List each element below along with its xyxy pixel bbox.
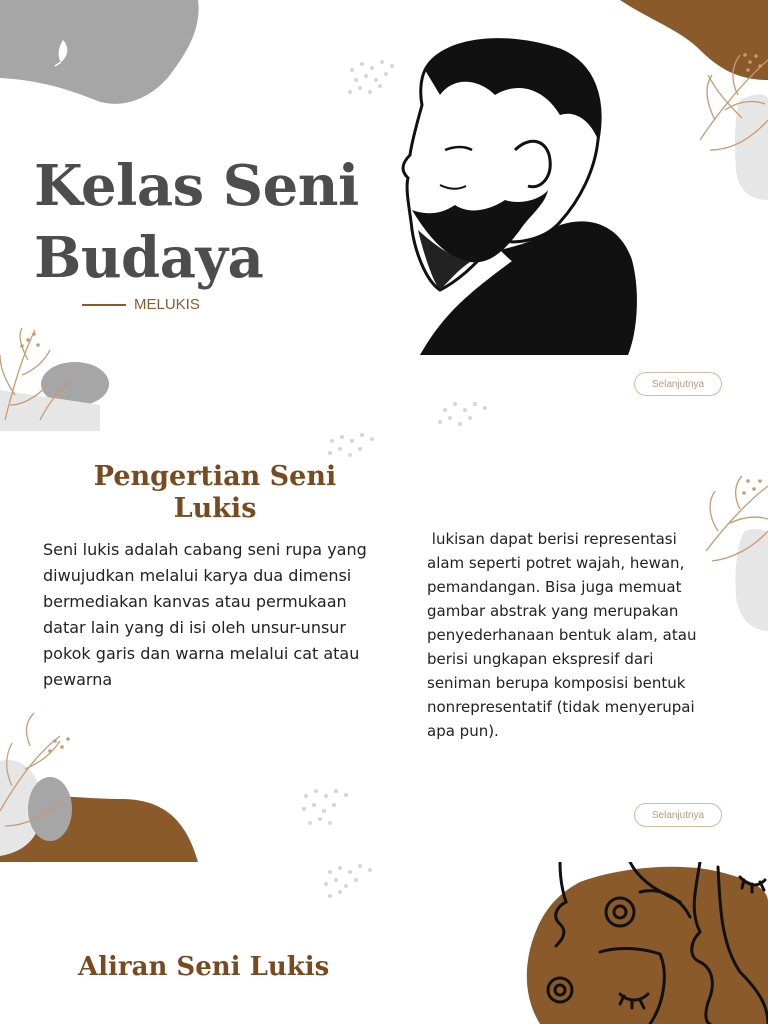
styles-decorations <box>0 862 768 1024</box>
section-title-line-1: Pengertian Seni <box>93 461 337 492</box>
definition-slide <box>0 431 768 862</box>
subtitle: MELUKIS <box>134 296 200 313</box>
section-title <box>80 461 350 525</box>
definition-paragraph-left: Seni lukis adalah cabang seni rupa yang diwujudkan melalui karya dua dimensi bermediakan kanvas atau permukaan datar lain yang di isi oleh unsur-unsur pokok garis dan warna melalui cat atau pewarna <box>43 540 367 689</box>
bearded-man-portrait-image <box>403 40 637 355</box>
definition-paragraph-right: lukisan dapat berisi representasi alam seperti potret wajah, hewan, pemandangan. Bisa juga memuat gambar abstrak yang merupakan penyederhanaan bentuk alam, atau berisi ungkapan ekspresif dari seniman berupa komposisi bentuk nonrepresentatif (tidak menyerupai apa pun). <box>427 530 702 740</box>
section-title-line-2: Lukis <box>173 493 257 524</box>
grey-blob-shape <box>0 0 199 104</box>
cover-slide <box>0 0 768 431</box>
brown-blob-shape <box>620 0 768 80</box>
title-line-2: Budaya <box>34 225 264 291</box>
next-button[interactable]: Selanjutnya <box>634 803 722 827</box>
subtitle-divider <box>82 304 126 306</box>
page-title <box>34 150 374 294</box>
section-title: Aliran Seni Lukis <box>78 952 330 982</box>
styles-slide <box>0 862 768 1024</box>
title-line-1: Kelas Seni <box>34 153 359 219</box>
dot-cluster-shape <box>324 864 372 898</box>
subtitle-row <box>82 296 200 313</box>
next-button[interactable]: Selanjutnya <box>634 372 722 396</box>
